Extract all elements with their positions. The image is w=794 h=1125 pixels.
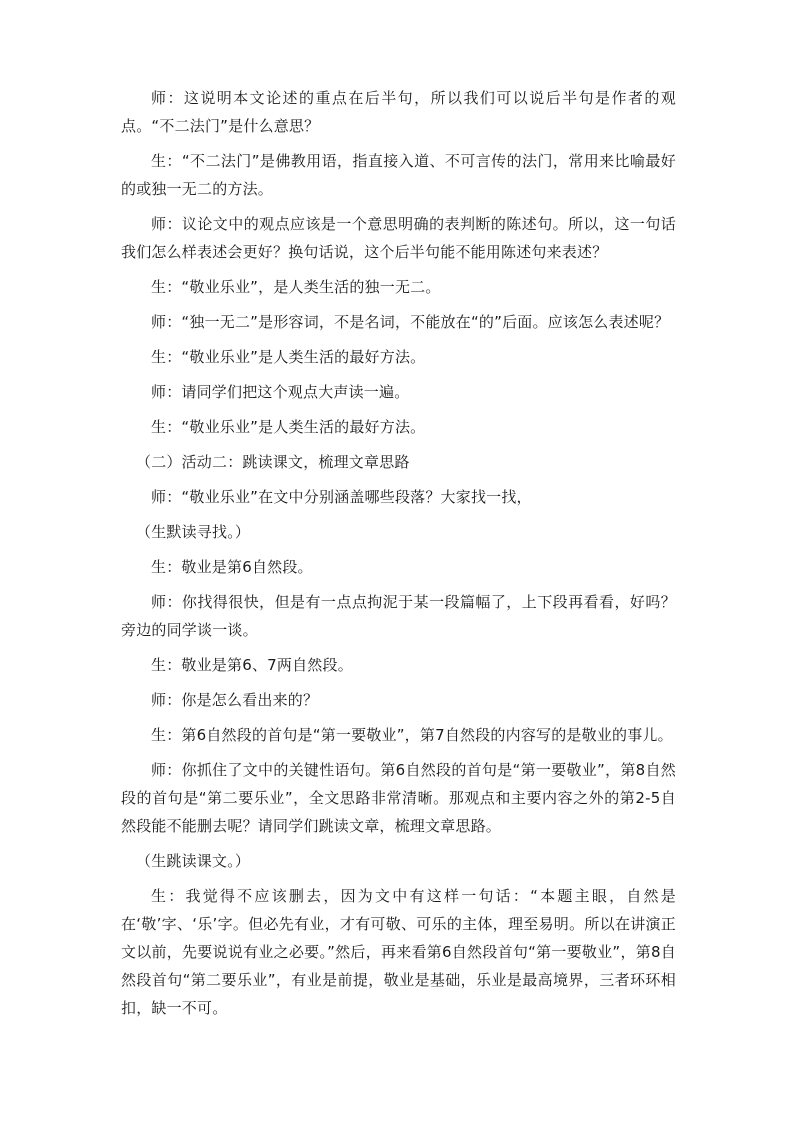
paragraph: 师：你是怎么看出来的？ (151, 691, 319, 709)
paragraph: 师：议论文中的观点应该是一个意思明确的表判断的陈述句。所以，这一句话我们怎么样表述会更好？换句话说，这个后半句能不能用陈述句来表述？ (121, 215, 676, 261)
paragraph: 生：我觉得不应该删去，因为文中有这样一句话：“本题主眼，自然是在‘敬’字、‘乐’字。但必先有业，才有可敬、可乐的主体，理至易明。所以在讲演正文以前，先要说说有业之必要。”然后，再来看第6自然段首句“第一要敬业”，第8自然段首句“第二要乐业”，有业是前提，敬业是基础，乐业是最高境界，三者环环相扣，缺一不可。 (121, 887, 676, 1017)
paragraph: 生：敬业是第6自然段。 (151, 558, 313, 576)
paragraph: 生：“敬业乐业”是人类生活的最好方法。 (151, 348, 426, 366)
paragraph: 师：你抓住了文中的关键性语句。第6自然段的首句是“第一要敬业”，第8自然段的首句是“第二要乐业”，全文思路非常清晰。那观点和主要内容之外的第2-5自然段能不能删去呢？请同学们跳读文章，梳理文章思路。 (121, 761, 676, 835)
section-heading: （二）活动二：跳读课文，梳理文章思路 (136, 453, 410, 471)
paragraph: 生：敬业是第6、7两自然段。 (151, 656, 353, 674)
paragraph: 生：第6自然段的首句是“第一要敬业”，第7自然段的内容写的是敬业的事儿。 (151, 726, 673, 744)
paragraph: 师：请同学们把这个观点大声读一遍。 (151, 383, 410, 401)
paragraph: 师：这说明本文论述的重点在后半句，所以我们可以说后半句是作者的观点。“不二法门”是什么意思？ (121, 89, 676, 135)
lesson-transcript (121, 84, 676, 1029)
paragraph: 生：“敬业乐业”是人类生活的最好方法。 (151, 418, 426, 436)
paragraph: 师：你找得很快，但是有一点点拘泥于某一段篇幅了，上下段再看看，好吗？旁边的同学谈一谈。 (121, 593, 676, 639)
paragraph: 师：“敬业乐业”在文中分别涵盖哪些段落？大家找一找， (151, 488, 532, 506)
paragraph: 生：“不二法门”是佛教用语，指直接入道、不可言传的法门，常用来比喻最好的或独一无二的方法。 (121, 152, 676, 198)
stage-direction: （生跳读课文。） (136, 852, 251, 870)
paragraph: 生：“敬业乐业”，是人类生活的独一无二。 (151, 278, 441, 296)
paragraph: 师：“独一无二”是形容词，不是名词，不能放在“的”后面。应该怎么表述呢？ (151, 313, 670, 331)
stage-direction: （生默读寻找。） (136, 523, 251, 541)
